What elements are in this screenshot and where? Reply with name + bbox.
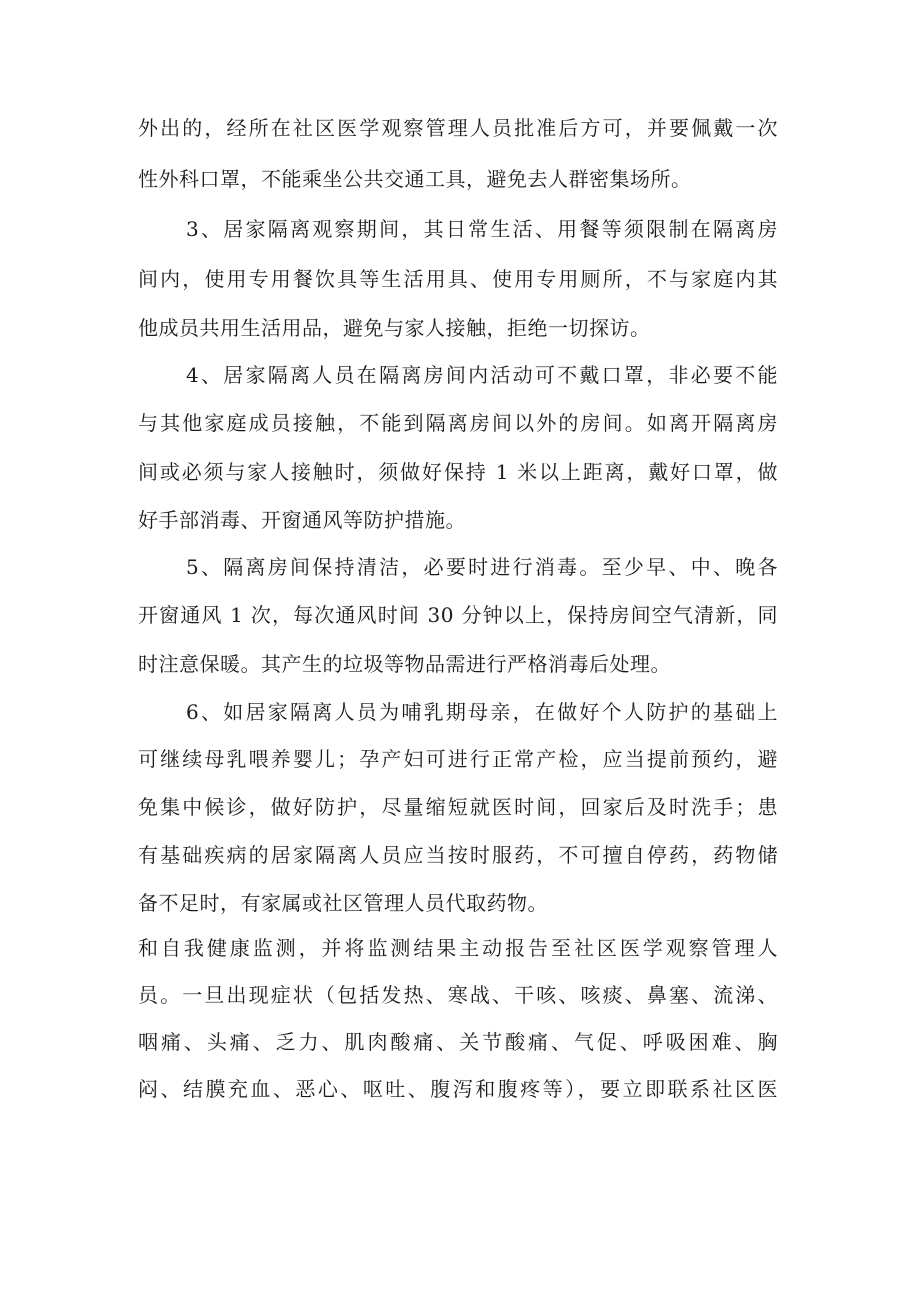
paragraph-health-monitoring-line-2: 员。一旦出现症状（包括发热、寒战、干咳、咳痰、鼻塞、流涕、 (138, 983, 778, 1007)
paragraph-item-6-line-2: 可继续母乳喂养婴儿；孕产妇可进行正常产检，应当提前预约，避 (138, 747, 778, 771)
paragraph-item-4-line-2: 与其他家庭成员接触，不能到隔离房间以外的房间。如离开隔离房 (138, 411, 778, 435)
paragraph-continuation-line-1: 外出的，经所在社区医学观察管理人员批准后方可，并要佩戴一次 (138, 116, 778, 140)
paragraph-continuation-line-2: 性外科口罩，不能乘坐公共交通工具，避免去人群密集场所。 (138, 167, 692, 191)
paragraph-item-5-line-2: 开窗通风 1 次，每次通风时间 30 分钟以上，保持房间空气清新，同 (138, 603, 778, 627)
paragraph-item-6-line-5: 备不足时，有家属或社区管理人员代取药物。 (138, 891, 548, 915)
paragraph-item-3-line-2: 间内，使用专用餐饮具等生活用具、使用专用厕所，不与家庭内其 (138, 267, 778, 291)
paragraph-item-4-line-4: 好手部消毒、开窗通风等防护措施。 (138, 508, 466, 532)
paragraph-item-4-line-1: 4、居家隔离人员在隔离房间内活动可不戴口罩，非必要不能 (186, 363, 778, 387)
paragraph-item-3-line-1: 3、居家隔离观察期间，其日常生活、用餐等须限制在隔离房 (186, 217, 778, 241)
paragraph-health-monitoring-line-3: 咽痛、头痛、乏力、肌肉酸痛、关节酸痛、气促、呼吸困难、胸 (138, 1030, 778, 1054)
paragraph-health-monitoring-line-1: 和自我健康监测，并将监测结果主动报告至社区医学观察管理人 (138, 936, 778, 960)
paragraph-item-6-line-4: 有基础疾病的居家隔离人员应当按时服药，不可擅自停药，药物储 (138, 843, 778, 867)
paragraph-item-5-line-3: 时注意保暖。其产生的垃圾等物品需进行严格消毒后处理。 (138, 652, 671, 676)
paragraph-item-6-line-3: 免集中候诊，做好防护，尽量缩短就医时间，回家后及时洗手；患 (138, 795, 778, 819)
paragraph-item-6-line-1: 6、如居家隔离人员为哺乳期母亲，在做好个人防护的基础上 (186, 700, 778, 724)
paragraph-item-4-line-3: 间或必须与家人接触时，须做好保持 1 米以上距离，戴好口罩，做 (138, 460, 778, 484)
paragraph-item-5-line-1: 5、隔离房间保持清洁，必要时进行消毒。至少早、中、晚各 (186, 555, 778, 579)
paragraph-item-3-line-3: 他成员共用生活用品，避免与家人接触，拒绝一切探访。 (138, 316, 651, 340)
paragraph-health-monitoring-line-4: 闷、结膜充血、恶心、呕吐、腹泻和腹疼等），要立即联系社区医 (138, 1077, 778, 1101)
